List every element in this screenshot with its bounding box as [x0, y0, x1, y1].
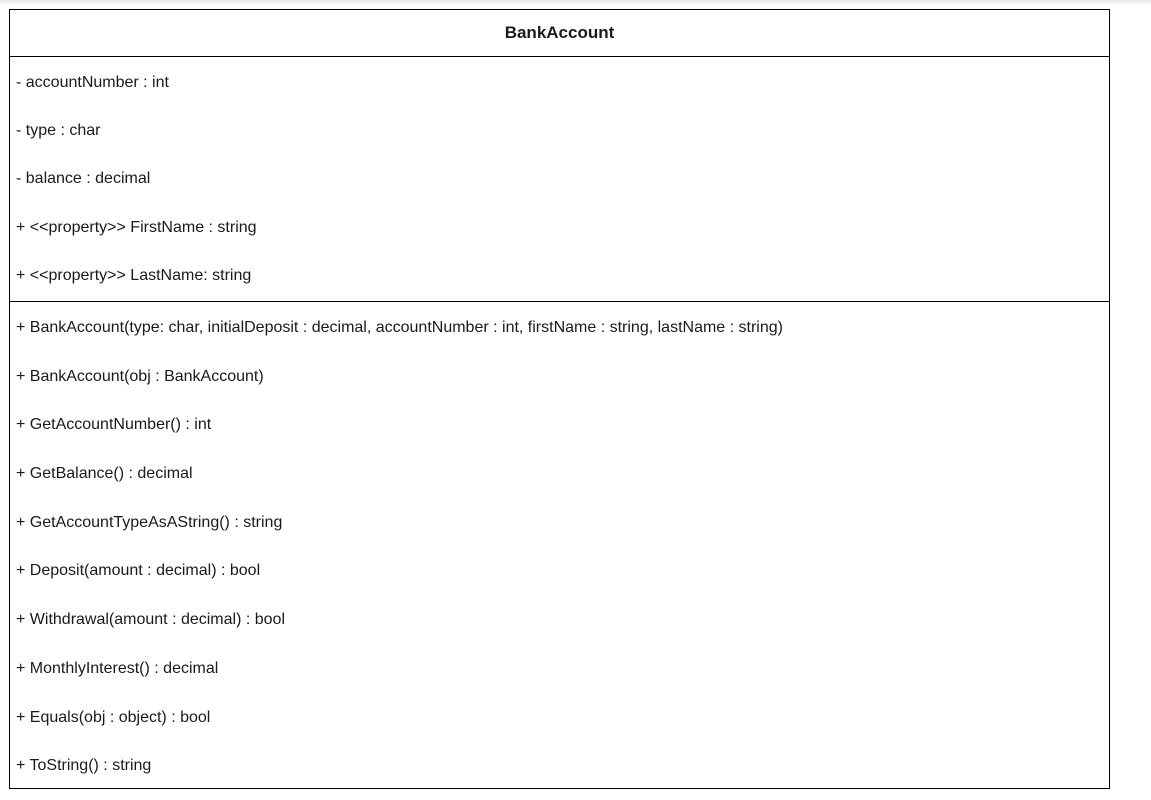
property-first-name: + <<property>> FirstName : string [16, 218, 257, 236]
attribute-account-number: - accountNumber : int [16, 74, 169, 91]
class-name: BankAccount [504, 23, 615, 42]
method-monthly-interest: + MonthlyInterest() : decimal [16, 659, 219, 677]
class-header [10, 10, 1109, 57]
uml-class-box [9, 9, 1110, 789]
method-withdrawal: + Withdrawal(amount : decimal) : bool [16, 611, 285, 629]
method-get-account-number: + GetAccountNumber() : int [16, 416, 212, 434]
method-to-string: + ToString() : string [16, 757, 152, 775]
method-constructor-copy: + BankAccount(obj : BankAccount) [16, 367, 264, 385]
method-equals: + Equals(obj : object) : bool [16, 708, 211, 726]
attributes-compartment [10, 57, 1109, 302]
property-last-name: + <<property>> LastName: string [16, 266, 252, 284]
method-get-balance: + GetBalance() : decimal [16, 465, 193, 483]
method-constructor-full: + BankAccount(type: char, initialDeposit : decimal, accountNumber : int, firstName : string, lastName : string) [16, 319, 783, 336]
top-edge-shadow [0, 0, 1151, 5]
method-get-account-type: + GetAccountTypeAsAString() : string [16, 513, 283, 531]
attribute-balance: - balance : decimal [16, 170, 151, 188]
methods-compartment [10, 302, 1109, 791]
attribute-type: - type : char [16, 122, 101, 140]
method-deposit: + Deposit(amount : decimal) : bool [16, 562, 261, 580]
